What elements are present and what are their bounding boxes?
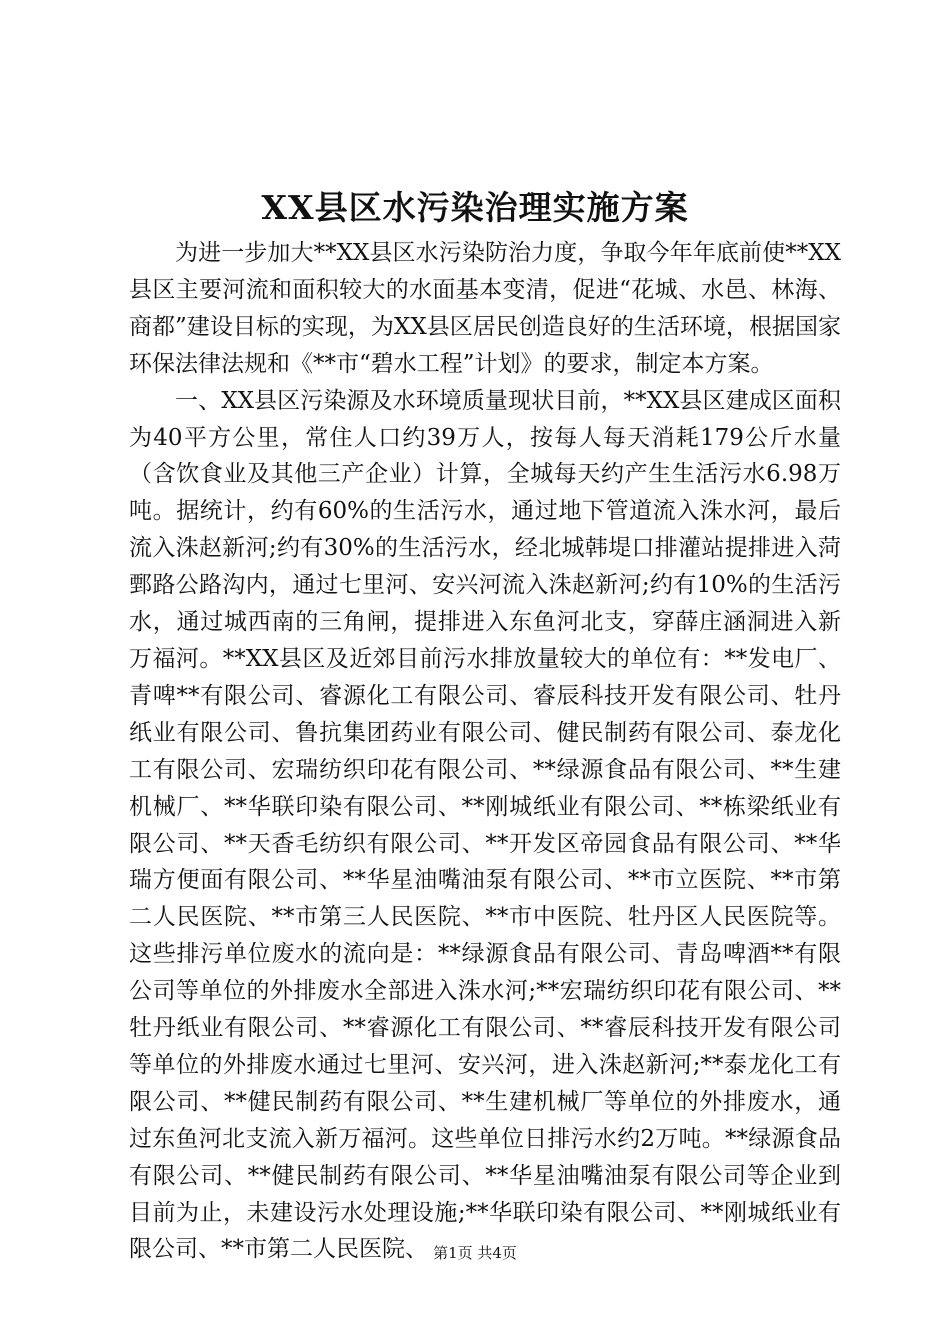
section-one-paragraph: 一、XX县区污染源及水环境质量现状目前，**XX县区建成区面积为40平方公里，常住人口约39万人，按每人每天消耗179公斤水量（含饮食业及其他三产企业）计算，全城每天约产生生活污水6.98万吨。据统计，约有60%的生活污水，通过地下管道流入洙水河，最后流入洙赵新河;约有30%的生活污水，经北城韩堤口排灌站提排进入菏鄄路公路沟内，通过七里河、安兴河流入洙赵新河;约有10%的生活污水，通过城西南的三角闸，提排进入东鱼河北支，穿薛庄涵洞进入新万福河。**XX县区及近郊目前污水排放量较大的单位有：**发电厂、青啤**有限公司、睿源化工有限公司、睿辰科技开发有限公司、牡丹纸业有限公司、鲁抗集团药业有限公司、健民制药有限公司、泰龙化工有限公司、宏瑞纺织印花有限公司、**绿源食品有限公司、**生建机械厂、**华联印染有限公司、**刚城纸业有限公司、**栋梁纸业有限公司、**天香毛纺织有限公司、**开发区帝园食品有限公司、**华瑞方便面有限公司、**华星油嘴油泵有限公司、**市立医院、**市第二人民医院、**市第三人民医院、**市中医院、牡丹区人民医院等。这些排污单位废水的流向是：**绿源食品有限公司、青岛啤酒**有限公司等单位的外排废水全部进入洙水河;**宏瑞纺织印花有限公司、**牡丹纸业有限公司、**睿源化工有限公司、**睿辰科技开发有限公司等单位的外排废水通过七里河、安兴河，进入洙赵新河;**泰龙化工有限公司、**健民制药有限公司、**生建机械厂等单位的外排废水，通过东鱼河北支流入新万福河。这些单位日排污水约2万吨。**绿源食品有限公司、**健民制药有限公司、**华星油嘴油泵有限公司等企业到目前为止，未建设污水处理设施;**华联印染有限公司、**刚城纸业有限公司、**市第二人民医院、 bbox=[129, 387, 841, 1263]
page-number-footer: 第1页 共4页 bbox=[433, 1244, 517, 1262]
document-body bbox=[129, 235, 841, 1268]
document-title: XX县区水污染治理实施方案 bbox=[261, 188, 689, 227]
intro-paragraph: 为进一步加大**XX县区水污染防治力度，争取今年年底前使**XX县区主要河流和面积较大的水面基本变清，促进“花城、水邑、林海、商都”建设目标的实现，为XX县区居民创造良好的生活环境，根据国家环保法律法规和《**市“碧水工程”计划》的要求，制定本方案。 bbox=[129, 240, 841, 377]
